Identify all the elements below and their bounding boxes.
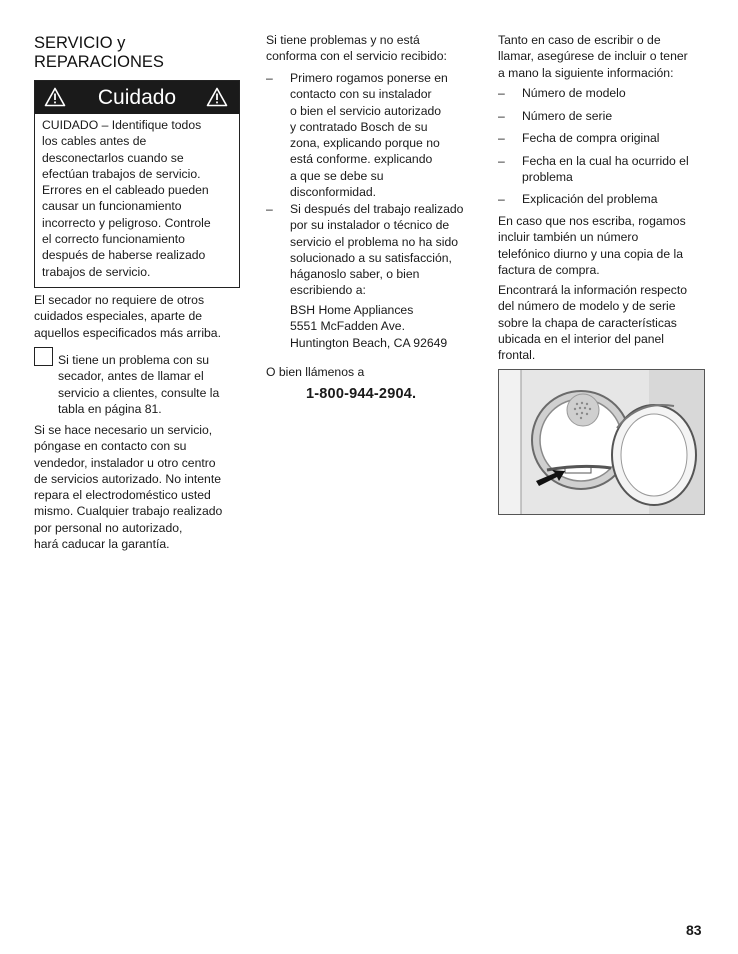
service-paragraph: Si se hace necesario un servicio, póngase en contacto con su vendedor, instalador u otro centro de servicios autorizado. No intente repara el electrodoméstico usted mismo. Cualquier trabajo realizado por personal no autorizado, hará caducar la garantía.	[34, 423, 223, 552]
list-item-text: Explicación del problema	[522, 192, 658, 206]
caution-line: incorrecto y peligroso. Controle	[42, 215, 211, 230]
caution-line: efectúan trabajos de servicio.	[42, 166, 201, 181]
dryer-door-drawing	[499, 370, 704, 514]
caution-title: Cuidado	[97, 86, 177, 109]
caution-line: los cables antes de	[42, 134, 147, 149]
caution-line: después de haberse realizado	[42, 248, 206, 263]
dryer-nameplate-illustration	[498, 369, 705, 515]
caution-box	[34, 80, 240, 288]
mailing-address: BSH Home Appliances 5551 McFadden Ave. Huntington Beach, CA 92649	[290, 303, 448, 350]
caution-line: Errores en el cableado pueden	[42, 183, 209, 198]
problems-intro: Si tiene problemas y no está conforma con el servicio recibido:	[266, 33, 447, 64]
phone-number: 1-800-944-2904.	[306, 386, 417, 402]
list-item-text: Primero rogamos ponerse en contacto con su instalador o bien el servicio autorizado y contratado Bosch de su zona, explicando porque no está conforme. explicando a que se debe su disconformidad.	[290, 71, 448, 200]
section-heading	[34, 34, 240, 72]
dash-bullet: –	[498, 86, 505, 100]
info-intro: Tanto en caso de escribir o de llamar, asegúrese de incluir o tener a mano la siguiente información:	[498, 33, 688, 80]
list-item-text: Número de serie	[522, 109, 613, 123]
call-text: O bien llámenos a	[266, 365, 365, 379]
heading-line-1: SERVICIO y	[34, 34, 126, 52]
caution-header	[35, 81, 239, 114]
note-paragraph: Si tiene un problema con su secador, antes de llamar el servicio a clientes, consulte la tabla en página 81.	[58, 353, 220, 416]
caution-line: el correcto funcionamiento	[42, 232, 185, 247]
page-number: 83	[686, 922, 702, 938]
caution-line: CUIDADO – Identifique todos	[42, 118, 202, 132]
dash-bullet: –	[498, 154, 505, 168]
list-item-text: Fecha en la cual ha ocurrido el problema	[522, 154, 689, 185]
dash-bullet: –	[498, 192, 505, 206]
dash-bullet: –	[266, 202, 273, 216]
dash-bullet: –	[266, 71, 273, 85]
write-paragraph: En caso que nos escriba, rogamos incluir también un número telefónico diurno y una copia de la factura de compra.	[498, 214, 686, 277]
dash-bullet: –	[498, 109, 505, 123]
heading-line-2: REPARACIONES	[34, 53, 164, 71]
note-checkbox-icon	[34, 347, 53, 366]
caution-text	[42, 117, 232, 280]
caution-line: trabajos de servicio.	[42, 264, 151, 279]
list-item-text: Si después del trabajo realizado por su instalador o técnico de servicio el problema no ha sido solucionado a su satisfacción, háganoslo saber, o bien escribiendo a:	[290, 202, 464, 298]
caution-lead: CUIDADO	[42, 118, 99, 132]
nameplate-paragraph: Encontrará la información respecto del número de modelo y de serie sobre la chapa de características ubicada en el interior del panel frontal.	[498, 283, 688, 363]
caution-line: desconectarlos cuando se	[42, 150, 184, 165]
dash-bullet: –	[498, 131, 505, 145]
care-paragraph: El secador no requiere de otros cuidados especiales, aparte de aquellos especificados más arriba.	[34, 293, 221, 340]
warning-triangle-icon	[206, 87, 228, 107]
list-item-text: Fecha de compra original	[522, 131, 660, 145]
list-item-text: Número de modelo	[522, 86, 626, 100]
caution-line: causar un funcionamiento	[42, 199, 182, 214]
